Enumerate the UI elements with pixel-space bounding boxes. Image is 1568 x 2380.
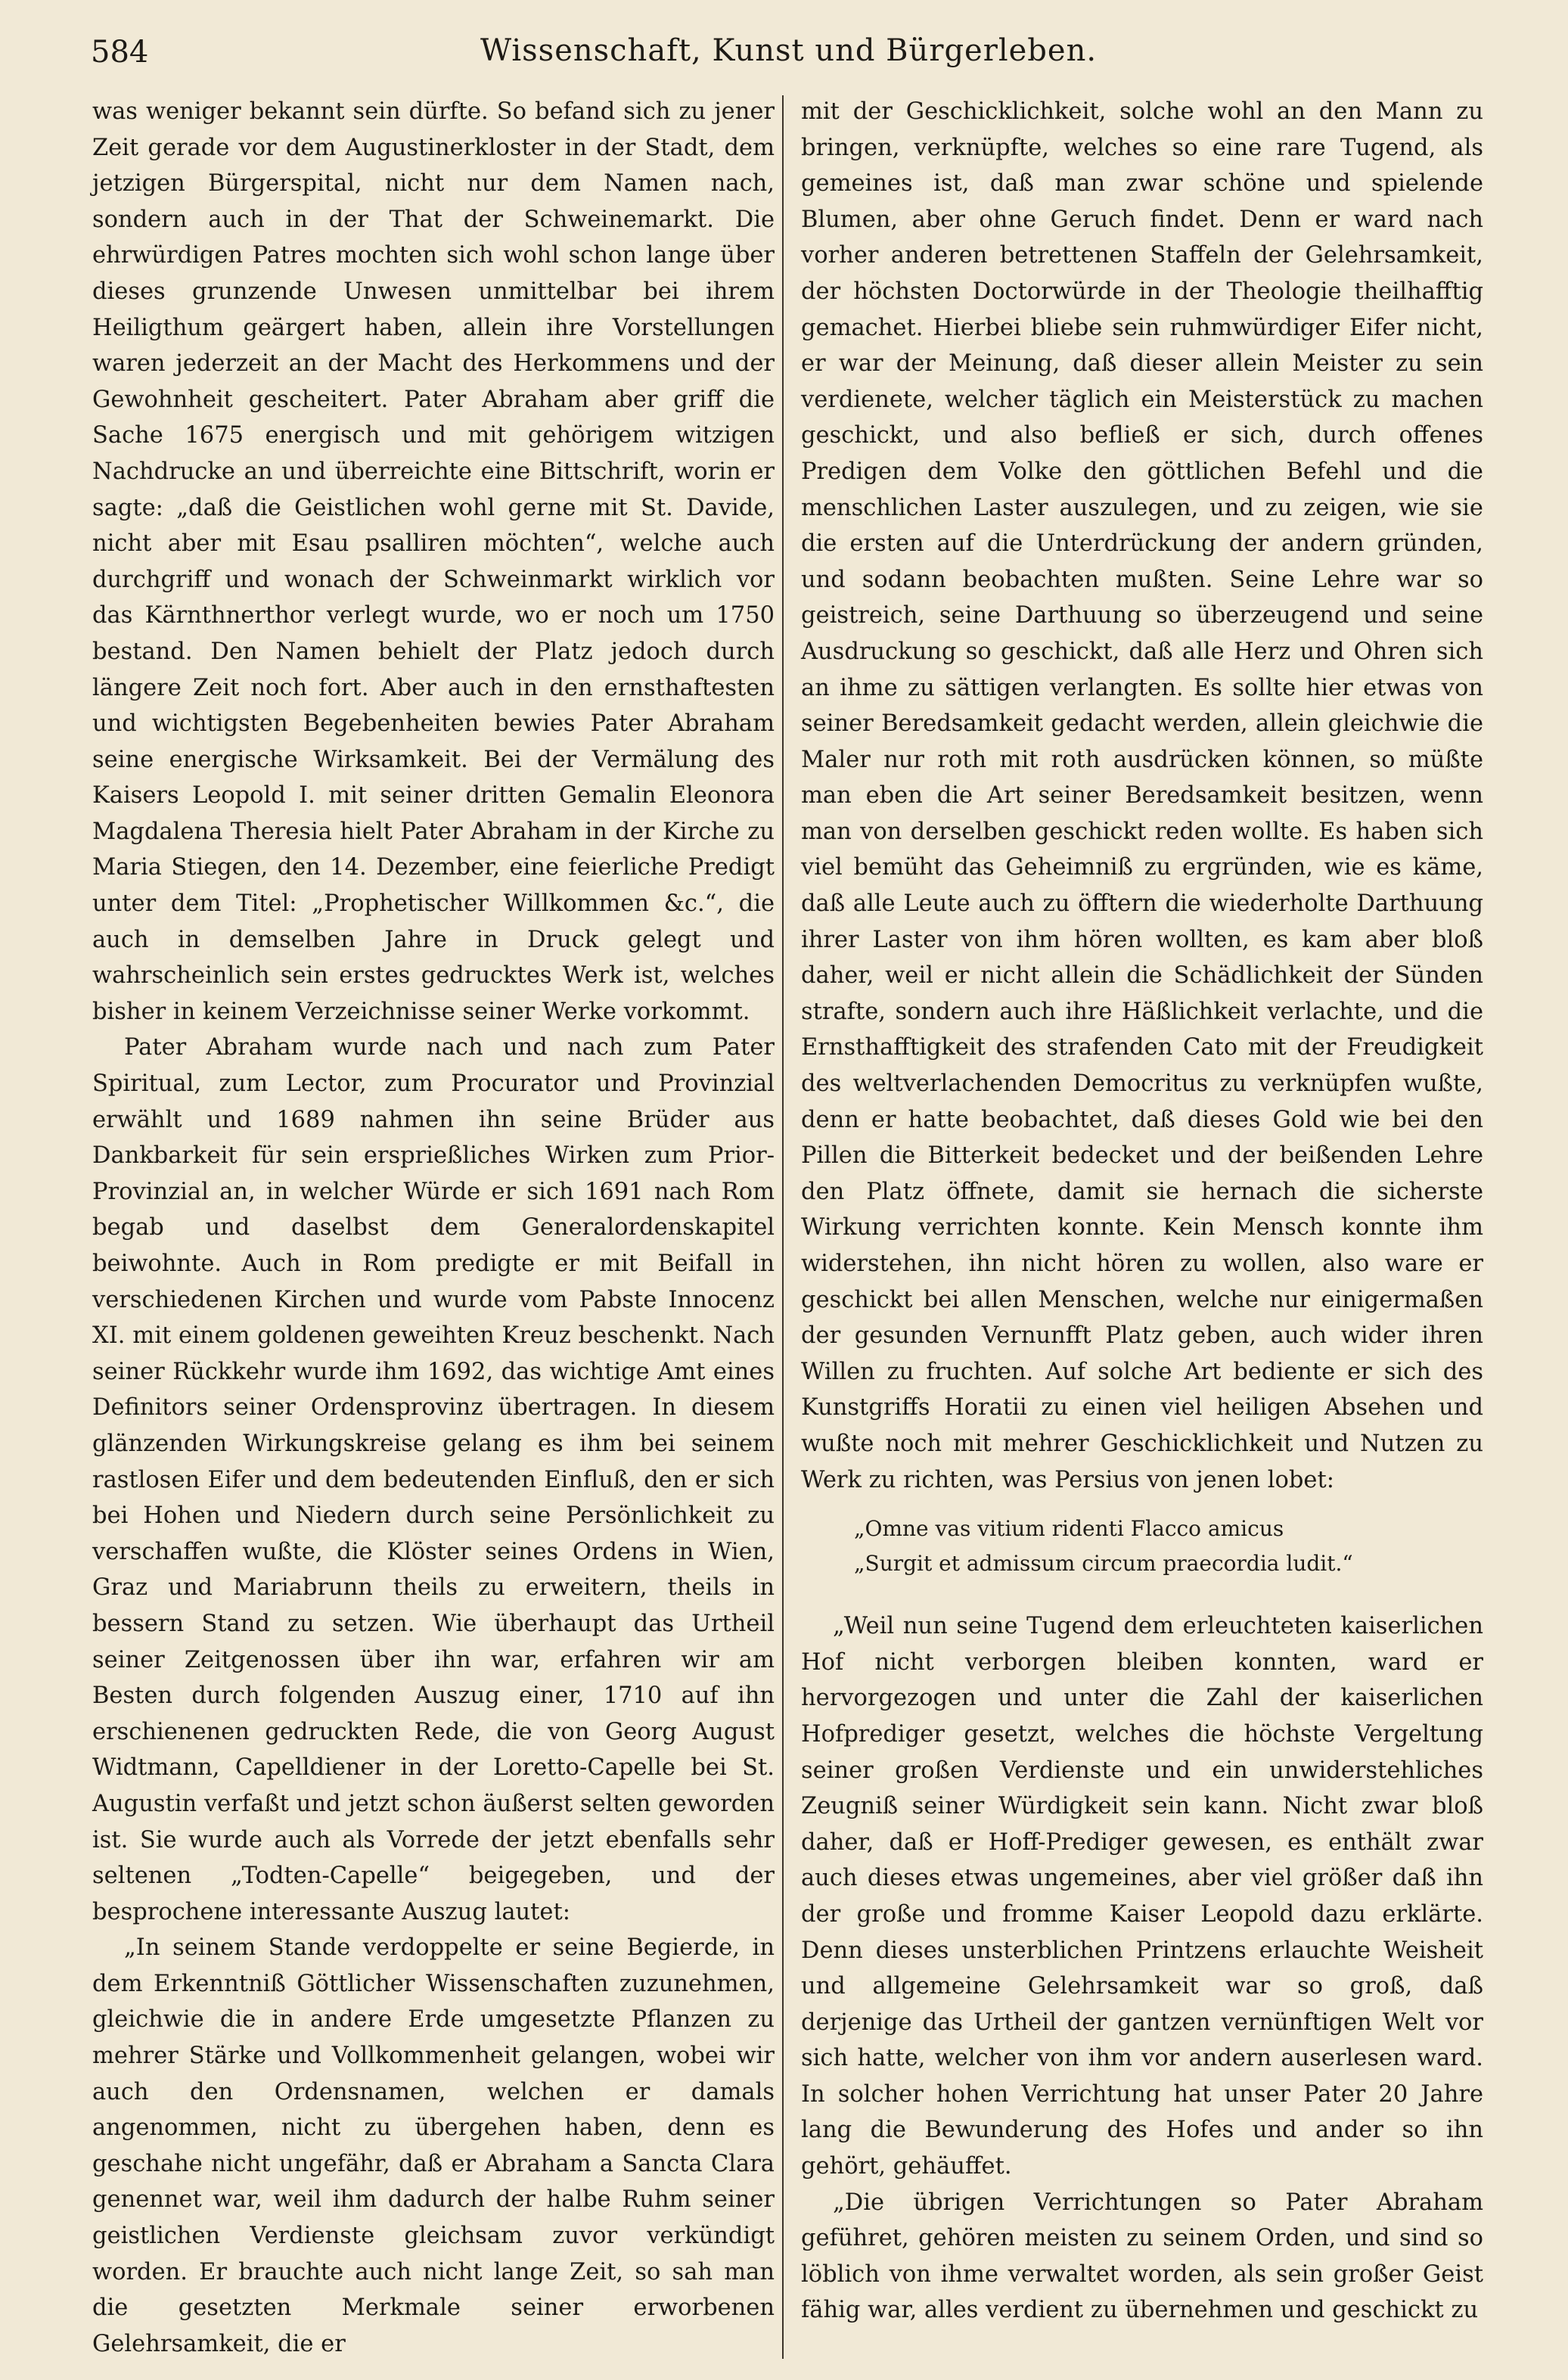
running-title: Wissenschaft, Kunst und Bürgerleben. — [480, 33, 1098, 68]
paragraph: Pater Abraham wurde nach und nach zum Pater Spiritual, zum Lector, zum Procurator und Provinzial erwählt und 1689 nahmen ihn seine Brüder aus Dankbarkeit für sein ersprießliches Wirken zum Prior-Provinzial an, in welcher Würde er sich 1691 nach Rom begab und daselbst dem Generalordenskapitel beiwohnte. Auch in Rom predigte er mit Beifall in verschiedenen Kirchen und wurde vom Pabste Innocenz XI. mit einem goldenen geweihten Kreuz beschenkt. Nach seiner Rückkehr wurde ihm 1692, das wichtige Amt eines Definitors seiner Ordensprovinz übertragen. In diesem glänzenden Wirkungskreise gelang es ihm bei seinem rastlosen Eifer und dem bedeutenden Einfluß, den er sich bei Hohen und Niedern durch seine Persönlichkeit zu verschaffen wußte, die Klöster seines Ordens in Wien, Graz und Mariabrunn theils zu erweitern, theils in bessern Stand zu setzen. Wie überhaupt das Urtheil seiner Zeitgenossen über ihn war, erfahren wir am Besten durch folgenden Auszug einer, 1710 auf ihn erschienenen gedruckten Rede, die von Georg August Widtmann, Capelldiener in der Loretto-Capelle bei St. Augustin verfaßt und jetzt schon äußerst selten geworden ist. Sie wurde auch als Vorrede der jetzt ebenfalls sehr seltenen „Todten-Capelle“ beigegeben, und der besprochene interessante Auszug lautet: — [92, 1034, 775, 1925]
page-header — [91, 27, 1486, 80]
page-number: 584 — [91, 35, 149, 70]
paragraph: „Weil nun seine Tugend dem erleuchteten kaiserlichen Hof nicht verborgen bleiben konnten, ward er hervorgezogen und unter die Zahl der kaiserlichen Hofprediger gesetzt, welches die höchste Vergeltung seiner großen Verdienste und ein unwiderstehliches Zeugniß seiner Würdigkeit sein kann. Nicht zwar bloß daher, daß er Hoff-Prediger gewesen, es enthält zwar auch dieses etwas ungemeines, aber viel größer daß ihn der große und fromme Kaiser Leopold dazu erklärte. Denn dieses unsterblichen Printzens erlauchte Weisheit und allgemeine Gelehrsamkeit war so groß, daß derjenige das Urtheil der gantzen vernünftigen Welt vor sich hatte, welcher von ihm vor andern auserlesen ward. In solcher hohen Verrichtung hat unser Pater 20 Jahre lang die Bewunderung des Hofes und ander so ihn gehört, gehäuffet. — [801, 1613, 1483, 2180]
latin-quote — [854, 1512, 1483, 1581]
paragraph: „In seinem Stande verdoppelte er seine Begierde, in dem Erkenntniß Göttlicher Wissenschaften zuzunehmen, gleichwie die in andere Erde umgesetzte Pflanzen zu mehrer Stärke und Vollkommenheit gelangen, wobei wir auch den Ordensnamen, welchen er damals angenommen, nicht zu übergehen haben, denn es geschahe nicht ungefähr, daß er Abraham a Sancta Clara genennet war, weil ihm dadurch der halbe Ruhm seiner geistlichen Verdienste gleichsam zuvor verkündigt worden. Er brauchte auch nicht lange Zeit, so sah man die gesetzten Merkmale seiner erworbenen Gelehrsamkeit, die er — [92, 1934, 775, 2357]
quote-line: „Surgit et admissum circum praecordia ludit.“ — [854, 1551, 1353, 1577]
quote-line: „Omne vas vitium ridenti Flacco amicus — [854, 1516, 1284, 1542]
paragraph: „Die übrigen Verrichtungen so Pater Abraham geführet, gehören meisten zu seinem Orden, und sind so löblich von ihme verwaltet worden, als sein großer Geist fähig war, alles verdient zu übernehmen und geschickt zu — [801, 2189, 1483, 2324]
right-column — [801, 94, 1483, 2329]
paragraph: mit der Geschicklichkeit, solche wohl an den Mann zu bringen, verknüpfte, welches so eine rare Tugend, als gemeines ist, daß man zwar schöne und spielende Blumen, aber ohne Geruch findet. Denn er ward nach vorher anderen betrettenen Staffeln der Gelehrsamkeit, der höchsten Doctorwürde in der Theologie theilhafftig gemachet. Hierbei bliebe sein ruhmwürdiger Eifer nicht, er war der Meinung, daß dieser allein Meister zu sein verdienete, welcher täglich ein Meisterstück zu machen geschickt, und also befließ er sich, durch offenes Predigen dem Volke den göttlichen Befehl und die menschlichen Laster auszulegen, und zu zeigen, wie sie die ersten auf die Unterdrückung der andern gründen, und sodann beobachten mußten. Seine Lehre war so geistreich, seine Darthuung so überzeugend und seine Ausdruckung so geschickt, daß alle Herz und Ohren sich an ihme zu sättigen verlangten. Es sollte hier etwas von seiner Beredsamkeit gedacht werden, allein gleichwie die Maler nur roth mit roth ausdrücken können, so müßte man eben die Art seiner Beredsamkeit besitzen, wenn man von derselben geschickt reden wollte. Es haben sich viel bemüht das Geheimniß zu ergründen, wie es käme, daß alle Leute auch zu öfftern die wiederholte Darthuung ihrer Laster von ihm hören wollten, es kam aber bloß daher, weil er nicht allein die Schädlichkeit der Sünden strafte, sondern auch ihre Häßlichkeit verlachte, und die Ernsthafftigkeit des strafenden Cato mit der Freudigkeit des weltverlachenden Democritus zu verknüpfen wußte, denn er hatte beobachtet, daß dieses Gold wie bei den Pillen die Bitterkeit bedecket und der beißenden Lehre den Platz öffnete, damit sie hernach die sicherste Wirkung verrichten konnte. Kein Mensch konnte ihm widerstehen, ihn nicht hören zu wollen, also ware er geschickt bei allen Menschen, welche nur einigermaßen der gesunden Vernunfft Platz geben, auch wider ihren Willen zu fruchten. Auf solche Art bediente er sich des Kunstgriffs Horatii zu einen viel heiligen Absehen und wußte noch mit mehrer Geschicklichkeit und Nutzen zu Werk zu richten, was Persius von jenen lobet: — [801, 98, 1483, 1493]
paragraph: was weniger bekannt sein dürfte. So befand sich zu jener Zeit gerade vor dem Augustinerkloster in der Stadt, dem jetzigen Bürgerspital, nicht nur dem Namen nach, sondern auch in der That der Schweinemarkt. Die ehrwürdigen Patres mochten sich wohl schon lange über dieses grunzende Unwesen unmittelbar bei ihrem Heiligthum geärgert haben, allein ihre Vorstellungen waren jederzeit an der Macht des Herkommens und der Gewohnheit gescheitert. Pater Abraham aber griff die Sache 1675 energisch und mit gehörigem witzigen Nachdrucke an und überreichte eine Bittschrift, worin er sagte: „daß die Geistlichen wohl gerne mit St. Davide, nicht aber mit Esau psalliren möchten“, welche auch durchgriff und wonach der Schweinmarkt wirklich vor das Kärnthnerthor verlegt wurde, wo er noch um 1750 bestand. Den Namen behielt der Platz jedoch durch längere Zeit noch fort. Aber auch in den ernsthaftesten und wichtigsten Begebenheiten bewies Pater Abraham seine energische Wirksamkeit. Bei der Vermälung des Kaisers Leopold I. mit seiner dritten Gemalin Eleonora Magdalena Theresia hielt Pater Abraham in der Kirche zu Maria Stiegen, den 14. Dezember, eine feierliche Predigt unter dem Titel: „Prophetischer Willkommen &c.“, die auch in demselben Jahre in Druck gelegt und wahrscheinlich sein erstes gedrucktes Werk ist, welches bisher in keinem Verzeichnisse seiner Werke vorkommt. — [92, 98, 775, 1025]
column-divider — [782, 95, 784, 2359]
left-column — [92, 94, 775, 2362]
